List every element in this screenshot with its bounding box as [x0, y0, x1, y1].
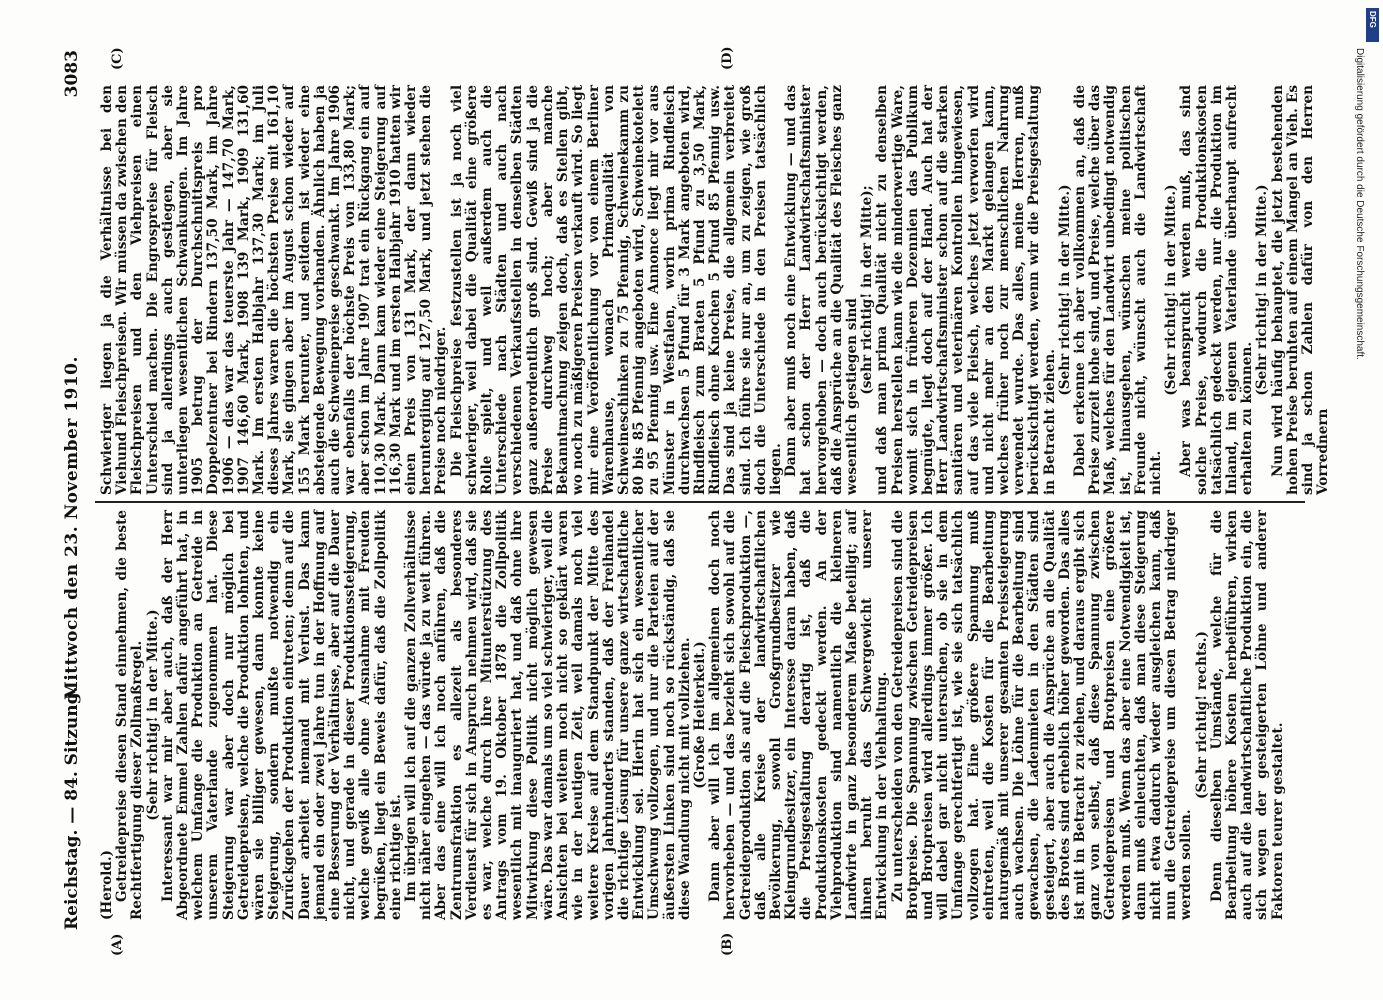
digitization-note: Digitalisierung gefördert durch die Deutsche Forschungsgemeinschaft. [1354, 48, 1365, 360]
interjection: (Sehr richtig! rechts.) [1193, 631, 1210, 799]
paragraph: Nun wird häufig behauptet, die jetzt bestehenden hohen Preise beruhten auf einem Mangel an Vieh. Es sind ja schon Zahlen dafür von den Herren Vorrednern [1269, 85, 1332, 495]
paragraph: Die Fleischpreise festzustellen ist ja noch viel schwieriger, weil dabei die Qualität eine größere Rolle spielt, und weil außerdem auch die Unterschiede nach Städten und auch nach verschiedenen Verkaufsstellen in denselben Städten ganz außerordentlich groß sind. Gewiß sind ja die Preise durchweg hoch; aber manche Bekanntmachung zeigen doch, daß es Stellen gibt, wo noch zu mäßigeren Preisen verkauft wird. So liegt mir eine Veröffentlichung vor von einem Berliner Warenhause, wonach Primaqualität von Schweineschinken zu 75 Pfennig, Schweinekamm zu 80 bis 85 Pfennig angeboten wird, Schweinekotelett zu 95 Pfennig usw. Eine Annonce liegt mir vor aus Münster in Westfalen, worin prima Rindfleisch durchwachsen 5 Pfund für 3 Mark angeboten wird, Rindfleisch zum Braten 5 Pfund zu 3,50 Mark, Rindfleisch ohne Knochen 5 Pfund 85 Pfennig usw. Das sind ja keine Preise, die allgemein verbreitet sind. Ich führe sie nur an, um zu zeigen, wie groß doch die Unterschiede in den Preisen tatsächlich liegen. [448, 85, 784, 495]
interjection: (sehr richtig! in der Mitte); [859, 185, 876, 395]
interjection: (Sehr richtig! in der Mitte.) [144, 609, 161, 821]
paragraph: Getreidepreise diesen Stand einnehmen, die beste Rechtfertigung dieser Zollmaßregel. [114, 510, 146, 920]
paragraph: Denn dieselben Umstände, welche für die Bearbeitung höhere Kosten herbeiführen, wirken auch auf die landwirtschaftliche Produktion ein, die sich wegen der gesteigerten Löhne und anderer Faktoren teurer gestaltet. [1208, 510, 1286, 920]
interjection: (Sehr richtig! in der Mitte.) [1056, 184, 1073, 396]
marker-c: (C) [110, 47, 125, 70]
interjection: (Sehr richtig! in der Mitte.) [1163, 184, 1180, 396]
right-column [99, 85, 1332, 495]
paragraph: Dabei erkenne ich aber vollkommen an, daß die Preise zurzeit hohe sind, und Preise, welche über das Maß, welches für den Landwirt unbedingt notwendig ist, hinausgehen, wünschen meine politischen Freunde nicht, wünscht auch die Landwirtschaft nicht. [1072, 85, 1165, 495]
header-left: Reichstag. — 84. Sitzung. [62, 686, 82, 930]
paragraph: und daß man prima Qualität nicht zu denselben Preisen herstellen kann wie die minderwertige Ware, womit sich in früheren Dezennien das Publikum begnügte, liegt doch auf der Hand. Auch hat der Herr Landwirtschaftsminister schon auf die starken sanitären und veterinären Kontrollen hingewiesen, auf das viele Fleisch, welches jetzt verworfen wird und nicht mehr an den Markt gelangen kann, welches früher noch zur menschlichen Nahrung verwendet wurde. Das alles, meine Herren, muß berücksichtigt werden, wenn wir die Preisgestaltung in Betracht ziehen. [874, 85, 1058, 495]
speaker-tag: (Herold.) [99, 850, 115, 920]
paragraph: Interessant war mir aber auch, daß der Herr Abgeordnete Emmel Zahlen dafür angeführt hat, in welchem Umfange die Produktion an Getreide in unserem Vaterlande zugenommen hat. Diese Steigerung war aber doch nur möglich bei Getreidepreisen, welche die Produktion lohnten, und wären sie billiger gewesen, dann konnte keine Steigerung, sondern mußte notwendig ein Zurückgehen der Produktion eintreten; denn auf die Dauer arbeitet niemand mit Verlust. Das kann jemand ein oder zwei Jahre tun in der Hoffnung auf eine Besserung der Verhältnisse, aber auf die Dauer nicht, und gerade in dieser Produktionssteigerung, welche gewiß alle ohne Ausnahme mit Freuden begrüßen, liegt ein Beweis dafür, daß die Zollpolitik eine richtige ist. [159, 510, 404, 920]
left-column [100, 510, 1310, 920]
column-rule [95, 501, 1305, 503]
paragraph: Aber was beansprucht werden muß, das sind solche Preise, wodurch die Produktionskosten tatsächlich gedeckt werden, nur die Produktion im Inland, im eigenen Vaterlande überhaupt aufrecht erhalten zu können. [1178, 85, 1256, 495]
interjection: (Sehr richtig! in der Mitte.) [1254, 184, 1271, 396]
marker-b: (B) [720, 932, 735, 956]
marker-a: (A) [110, 933, 125, 956]
dfg-logo: DFG [1366, 8, 1379, 42]
page-header [58, 50, 88, 930]
paragraph: Dann aber will ich im allgemeinen doch noch hervorheben — und das bezieht sich sowohl auf die Getreideproduktion als auf die Fleischproduktion —, daß alle Kreise der landwirtschaftlichen Bevölkerung, sowohl Großgrundbesitzer wie Kleingrundbesitzer, ein Interesse daran haben, daß die Preisgestaltung derartig ist, daß die Produktionskosten gedeckt werden. An der Viehproduktion sind namentlich die kleineren Landwirte in ganz besonderem Maße beteiligt; auf ihnen beruht das Schwergewicht unserer Entwicklung in der Viehhaltung. [707, 510, 891, 920]
header-date: Mittwoch den 23. November 1910. [62, 356, 82, 700]
paragraph: Dann aber muß noch eine Entwicklung — und das hat schon der Herr Landwirtschaftsminister hervorgehoben — doch auch berücksichtigt werden, daß die Ansprüche an die Qualität des Fleisches ganz wesentlich gestiegen sind [783, 85, 860, 495]
paragraph: Zu unterscheiden von den Getreidepreisen sind die Brotpreise. Die Spannung zwischen Getreidepreisen und Brotpreisen wird allerdings immer größer. Ich will dabei gar nicht untersuchen, ob sie in dem Umfange gerechtfertigt ist, wie sie sich tatsächlich vollzogen hat. Eine größere Spannung muß eintreten, weil die Kosten für die Bearbeitung naturgemäß mit unserer gesamten Preissteigerung auch wachsen. Die Löhne für die Bearbeitung sind gewachsen, die Ladenmieten in den Städten sind gesteigert, aber auch die Ansprüche an die Qualität des Brotes sind erheblich höher geworden. Das alles ist mit in Betracht zu ziehen, und daraus ergibt sich ganz von selbst, daß diese Spannung zwischen Getreidepreisen und Brotpreisen eine größere werden muß. Wenn das aber eine Notwendigkeit ist, dann muß einleuchten, daß man diese Steigerung nicht etwa dadurch wieder ausgleichen kann, daß nun die Getreidepreise um diesen Betrag niedriger werden sollen. [889, 510, 1195, 920]
interjection: (Große Heiterkeit.) [691, 641, 708, 789]
page-number: 3083 [62, 50, 82, 98]
paragraph: Schwieriger liegen ja die Verhältnisse bei den Viehund Fleischpreisen. Wir müssen da zwischen den Fleischpreisen und den Viehpreisen einen Unterschied machen. Die Engrospreise für Fleisch sind ja allerdings auch gestiegen, aber sie unterliegen wesentlichen Schwankungen. Im Jahre 1905 betrug der Durchschnittspreis pro Doppelzentner bei Rindern 137,50 Mark, im Jahre 1906 — das war das teuerste Jahr — 147,70 Mark, 1907 146,60 Mark, 1908 139 Mark, 1909 131,60 Mark. Im ersten Halbjahr 137,30 Mark; im Juli dieses Jahres waren die höchsten Preise mit 161,10 Mark, sie gingen aber im August schon wieder auf 155 Mark herunter, und seitdem ist wieder eine absteigende Bewegung vorhanden. Ähnlich haben ja auch die Schweinepreise geschwankt. Im Jahre 1906 war ebenfalls der höchste Preis von 133,80 Mark; aber schon im Jahre 1907 trat ein Rückgang ein auf 110,30 Mark. Dann kam wieder eine Steigerung auf 116,30 Mark und im ersten Halbjahr 1910 hatten wir einen Preis von 131 Mark, der dann wieder heruntergiing auf 127,50 Mark, und jetzt stehen die Preise noch niedriger. [99, 85, 450, 495]
marker-d: (D) [720, 46, 735, 70]
paragraph: Im übrigen will ich auf die ganzen Zollverhältnisse nicht näher eingehen — das würde ja zu weit führen. Aber das eine will ich noch anführen, daß die Zentrumsfraktion es allezeit als besonderes Verdienst für sich in Anspruch nehmen wird, daß sie es war, welche durch ihre Mitunterstützung des Antrags vom 19. Oktober 1878 die Zollpolitik wesentlich mit inauguriert hat, und daß ohne ihre Mitwirkung diese Politik nicht möglich gewesen wäre. Das war damals um so viel schwieriger, weil die Ansichten bei weitem noch nicht so geklärt waren wie in der heutigen Zeit, weil damals noch viel weitere Kreise auf dem Standpunkt der Mitte des vorigen Jahrhunderts standen, daß der Freihandel die richtige Lösung für unsere ganze wirtschaftliche Entwicklung sei. Hierin hat sich ein wesentlicher Umschwung vollzogen, und nur die Parteien auf der äußersten Linken sind noch so rückständig, daß sie diese Wandlung nicht mit vollziehen. [403, 510, 693, 920]
